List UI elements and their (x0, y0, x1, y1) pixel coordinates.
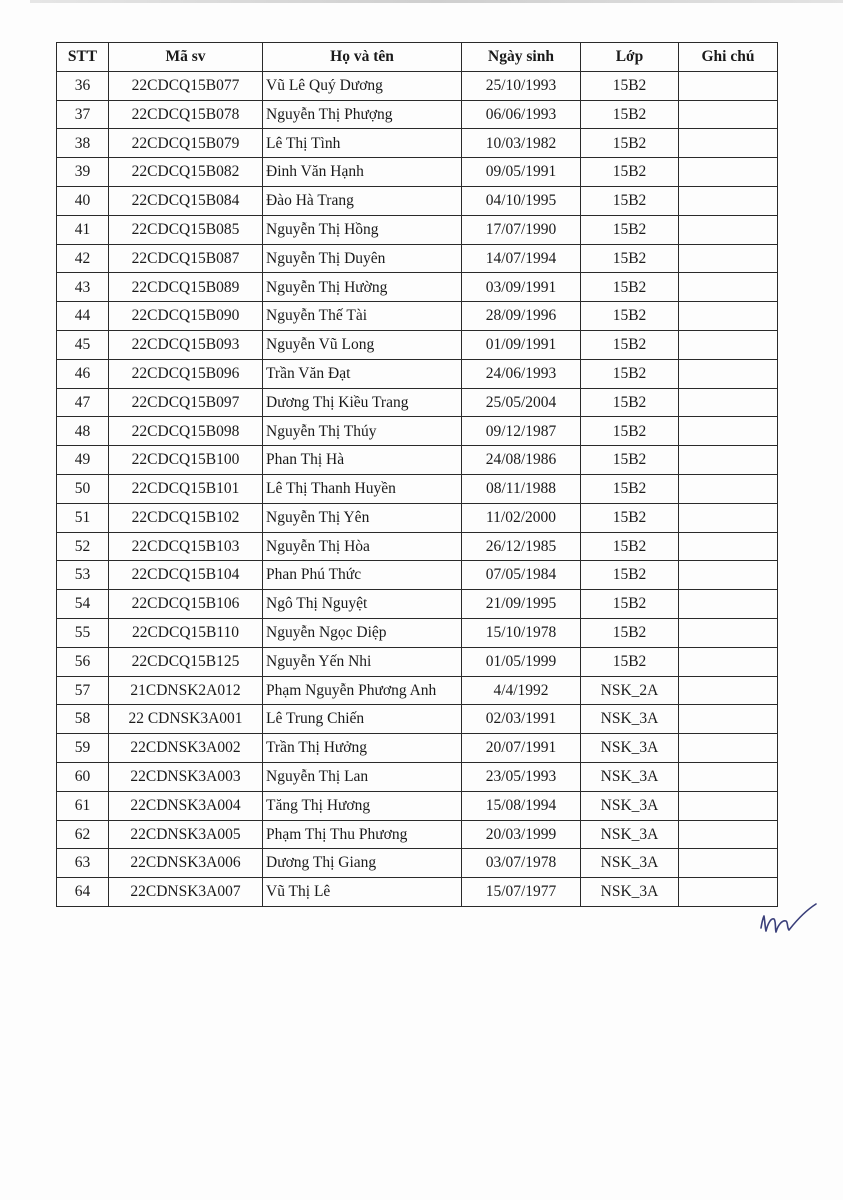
cell-full-name: Nguyễn Thị Thúy (263, 417, 462, 446)
cell-full-name: Nguyễn Thị Phượng (263, 100, 462, 129)
cell-note (679, 446, 778, 475)
table-row (57, 446, 778, 475)
table-row (57, 705, 778, 734)
table-row (57, 647, 778, 676)
cell-stt: 51 (57, 503, 109, 532)
cell-class: 15B2 (581, 446, 679, 475)
cell-class: NSK_3A (581, 705, 679, 734)
cell-date-of-birth: 23/05/1993 (462, 762, 581, 791)
cell-class: NSK_3A (581, 791, 679, 820)
cell-note (679, 417, 778, 446)
cell-note (679, 590, 778, 619)
cell-student-code: 22CDCQ15B106 (109, 590, 263, 619)
cell-student-code: 22CDCQ15B082 (109, 158, 263, 187)
cell-full-name: Ngô Thị Nguyệt (263, 590, 462, 619)
cell-student-code: 22CDCQ15B125 (109, 647, 263, 676)
cell-class: 15B2 (581, 561, 679, 590)
table-row (57, 388, 778, 417)
cell-student-code: 22CDNSK3A004 (109, 791, 263, 820)
cell-stt: 57 (57, 676, 109, 705)
cell-student-code: 22CDCQ15B084 (109, 186, 263, 215)
cell-student-code: 22CDCQ15B078 (109, 100, 263, 129)
cell-stt: 44 (57, 302, 109, 331)
cell-note (679, 647, 778, 676)
cell-date-of-birth: 20/07/1991 (462, 734, 581, 763)
cell-student-code: 22CDCQ15B087 (109, 244, 263, 273)
cell-note (679, 158, 778, 187)
cell-class: 15B2 (581, 618, 679, 647)
cell-full-name: Dương Thị Kiều Trang (263, 388, 462, 417)
cell-date-of-birth: 15/07/1977 (462, 878, 581, 907)
cell-stt: 47 (57, 388, 109, 417)
cell-full-name: Nguyễn Thế Tài (263, 302, 462, 331)
cell-date-of-birth: 11/02/2000 (462, 503, 581, 532)
table-row (57, 330, 778, 359)
cell-student-code: 22CDCQ15B077 (109, 71, 263, 100)
cell-student-code: 22CDCQ15B100 (109, 446, 263, 475)
table-row (57, 71, 778, 100)
cell-date-of-birth: 06/06/1993 (462, 100, 581, 129)
cell-student-code: 22CDNSK3A007 (109, 878, 263, 907)
cell-full-name: Nguyễn Vũ Long (263, 330, 462, 359)
cell-student-code: 22CDNSK3A006 (109, 849, 263, 878)
cell-date-of-birth: 03/09/1991 (462, 273, 581, 302)
cell-note (679, 561, 778, 590)
table-row (57, 273, 778, 302)
table-row (57, 158, 778, 187)
cell-student-code: 22CDNSK3A005 (109, 820, 263, 849)
table-row (57, 244, 778, 273)
table-row (57, 618, 778, 647)
cell-student-code: 22CDCQ15B097 (109, 388, 263, 417)
header-class: Lớp (581, 43, 679, 72)
table-row (57, 215, 778, 244)
cell-class: NSK_3A (581, 734, 679, 763)
cell-stt: 45 (57, 330, 109, 359)
cell-stt: 56 (57, 647, 109, 676)
table-row (57, 503, 778, 532)
cell-full-name: Đào Hà Trang (263, 186, 462, 215)
cell-date-of-birth: 03/07/1978 (462, 849, 581, 878)
cell-note (679, 273, 778, 302)
cell-class: NSK_3A (581, 849, 679, 878)
cell-student-code: 22CDNSK3A002 (109, 734, 263, 763)
cell-stt: 53 (57, 561, 109, 590)
cell-stt: 48 (57, 417, 109, 446)
cell-date-of-birth: 07/05/1984 (462, 561, 581, 590)
cell-stt: 60 (57, 762, 109, 791)
cell-date-of-birth: 01/05/1999 (462, 647, 581, 676)
cell-note (679, 71, 778, 100)
cell-class: NSK_2A (581, 676, 679, 705)
cell-class: 15B2 (581, 590, 679, 619)
cell-class: NSK_3A (581, 878, 679, 907)
cell-stt: 43 (57, 273, 109, 302)
header-note: Ghi chú (679, 43, 778, 72)
scan-edge (30, 0, 843, 3)
cell-date-of-birth: 15/10/1978 (462, 618, 581, 647)
cell-stt: 58 (57, 705, 109, 734)
cell-stt: 40 (57, 186, 109, 215)
cell-full-name: Phạm Thị Thu Phương (263, 820, 462, 849)
table-row (57, 791, 778, 820)
cell-date-of-birth: 24/06/1993 (462, 359, 581, 388)
cell-full-name: Đinh Văn Hạnh (263, 158, 462, 187)
cell-date-of-birth: 25/10/1993 (462, 71, 581, 100)
header-stt: STT (57, 43, 109, 72)
cell-note (679, 791, 778, 820)
cell-class: 15B2 (581, 244, 679, 273)
cell-stt: 42 (57, 244, 109, 273)
cell-stt: 49 (57, 446, 109, 475)
table-row (57, 676, 778, 705)
table-row (57, 590, 778, 619)
cell-full-name: Nguyễn Thị Hòa (263, 532, 462, 561)
cell-note (679, 302, 778, 331)
header-full-name: Họ và tên (263, 43, 462, 72)
header-student-code: Mã sv (109, 43, 263, 72)
cell-stt: 54 (57, 590, 109, 619)
cell-student-code: 22CDCQ15B101 (109, 474, 263, 503)
cell-stt: 36 (57, 71, 109, 100)
cell-full-name: Lê Thị Tình (263, 129, 462, 158)
handwritten-signature (756, 898, 822, 938)
table-body (57, 71, 778, 906)
cell-stt: 55 (57, 618, 109, 647)
cell-student-code: 22CDCQ15B103 (109, 532, 263, 561)
cell-full-name: Trần Văn Đạt (263, 359, 462, 388)
cell-stt: 41 (57, 215, 109, 244)
cell-stt: 50 (57, 474, 109, 503)
cell-class: 15B2 (581, 215, 679, 244)
cell-note (679, 330, 778, 359)
cell-stt: 37 (57, 100, 109, 129)
cell-date-of-birth: 4/4/1992 (462, 676, 581, 705)
cell-full-name: Nguyễn Thị Lan (263, 762, 462, 791)
cell-stt: 62 (57, 820, 109, 849)
cell-class: 15B2 (581, 359, 679, 388)
cell-class: 15B2 (581, 417, 679, 446)
cell-student-code: 22CDCQ15B085 (109, 215, 263, 244)
cell-full-name: Lê Thị Thanh Huyền (263, 474, 462, 503)
cell-student-code: 22CDCQ15B090 (109, 302, 263, 331)
cell-full-name: Lê Trung Chiến (263, 705, 462, 734)
table-row (57, 878, 778, 907)
table-row (57, 359, 778, 388)
cell-note (679, 359, 778, 388)
cell-date-of-birth: 08/11/1988 (462, 474, 581, 503)
cell-date-of-birth: 02/03/1991 (462, 705, 581, 734)
cell-class: 15B2 (581, 273, 679, 302)
cell-class: 15B2 (581, 129, 679, 158)
cell-class: 15B2 (581, 647, 679, 676)
cell-class: 15B2 (581, 532, 679, 561)
cell-stt: 63 (57, 849, 109, 878)
cell-student-code: 22CDNSK3A003 (109, 762, 263, 791)
cell-stt: 38 (57, 129, 109, 158)
cell-note (679, 129, 778, 158)
cell-note (679, 618, 778, 647)
table-row (57, 820, 778, 849)
table-row (57, 417, 778, 446)
cell-class: NSK_3A (581, 820, 679, 849)
cell-date-of-birth: 25/05/2004 (462, 388, 581, 417)
header-date-of-birth: Ngày sinh (462, 43, 581, 72)
cell-note (679, 849, 778, 878)
cell-full-name: Nguyễn Thị Duyên (263, 244, 462, 273)
cell-student-code: 22CDCQ15B104 (109, 561, 263, 590)
cell-date-of-birth: 10/03/1982 (462, 129, 581, 158)
cell-stt: 64 (57, 878, 109, 907)
cell-date-of-birth: 26/12/1985 (462, 532, 581, 561)
cell-student-code: 22CDCQ15B110 (109, 618, 263, 647)
cell-class: 15B2 (581, 388, 679, 417)
cell-note (679, 734, 778, 763)
cell-full-name: Phan Phú Thức (263, 561, 462, 590)
cell-note (679, 186, 778, 215)
cell-date-of-birth: 20/03/1999 (462, 820, 581, 849)
cell-note (679, 215, 778, 244)
cell-date-of-birth: 21/09/1995 (462, 590, 581, 619)
cell-full-name: Phạm Nguyễn Phương Anh (263, 676, 462, 705)
cell-date-of-birth: 14/07/1994 (462, 244, 581, 273)
cell-student-code: 22CDCQ15B096 (109, 359, 263, 388)
cell-class: 15B2 (581, 503, 679, 532)
cell-class: NSK_3A (581, 762, 679, 791)
table-row (57, 100, 778, 129)
table-row (57, 532, 778, 561)
cell-note (679, 705, 778, 734)
cell-full-name: Trần Thị Hưởng (263, 734, 462, 763)
cell-date-of-birth: 01/09/1991 (462, 330, 581, 359)
cell-student-code: 22CDCQ15B089 (109, 273, 263, 302)
cell-note (679, 503, 778, 532)
cell-full-name: Nguyễn Yến Nhi (263, 647, 462, 676)
cell-stt: 46 (57, 359, 109, 388)
cell-date-of-birth: 24/08/1986 (462, 446, 581, 475)
cell-class: 15B2 (581, 71, 679, 100)
table-row (57, 474, 778, 503)
cell-stt: 59 (57, 734, 109, 763)
cell-full-name: Vũ Thị Lê (263, 878, 462, 907)
cell-note (679, 244, 778, 273)
cell-student-code: 22 CDNSK3A001 (109, 705, 263, 734)
cell-student-code: 22CDCQ15B098 (109, 417, 263, 446)
cell-note (679, 676, 778, 705)
cell-note (679, 100, 778, 129)
cell-class: 15B2 (581, 302, 679, 331)
cell-full-name: Nguyễn Thị Hồng (263, 215, 462, 244)
cell-full-name: Dương Thị Giang (263, 849, 462, 878)
cell-stt: 39 (57, 158, 109, 187)
table-row (57, 849, 778, 878)
cell-class: 15B2 (581, 158, 679, 187)
table-row (57, 186, 778, 215)
student-roster-table (56, 42, 778, 907)
cell-student-code: 22CDCQ15B093 (109, 330, 263, 359)
cell-date-of-birth: 28/09/1996 (462, 302, 581, 331)
cell-note (679, 762, 778, 791)
cell-stt: 61 (57, 791, 109, 820)
table-row (57, 129, 778, 158)
cell-date-of-birth: 09/05/1991 (462, 158, 581, 187)
table-row (57, 561, 778, 590)
table-row (57, 734, 778, 763)
cell-date-of-birth: 04/10/1995 (462, 186, 581, 215)
cell-date-of-birth: 09/12/1987 (462, 417, 581, 446)
cell-full-name: Phan Thị Hà (263, 446, 462, 475)
cell-class: 15B2 (581, 330, 679, 359)
cell-note (679, 388, 778, 417)
table-header-row (57, 43, 778, 72)
cell-date-of-birth: 15/08/1994 (462, 791, 581, 820)
cell-note (679, 474, 778, 503)
cell-full-name: Vũ Lê Quý Dương (263, 71, 462, 100)
table-row (57, 762, 778, 791)
cell-class: 15B2 (581, 100, 679, 129)
cell-full-name: Nguyễn Ngọc Diệp (263, 618, 462, 647)
cell-stt: 52 (57, 532, 109, 561)
cell-date-of-birth: 17/07/1990 (462, 215, 581, 244)
cell-student-code: 22CDCQ15B102 (109, 503, 263, 532)
cell-full-name: Nguyễn Thị Yên (263, 503, 462, 532)
cell-student-code: 22CDCQ15B079 (109, 129, 263, 158)
cell-note (679, 532, 778, 561)
cell-class: 15B2 (581, 186, 679, 215)
cell-student-code: 21CDNSK2A012 (109, 676, 263, 705)
cell-full-name: Nguyễn Thị Hường (263, 273, 462, 302)
cell-note (679, 820, 778, 849)
cell-full-name: Tăng Thị Hương (263, 791, 462, 820)
cell-class: 15B2 (581, 474, 679, 503)
table-row (57, 302, 778, 331)
